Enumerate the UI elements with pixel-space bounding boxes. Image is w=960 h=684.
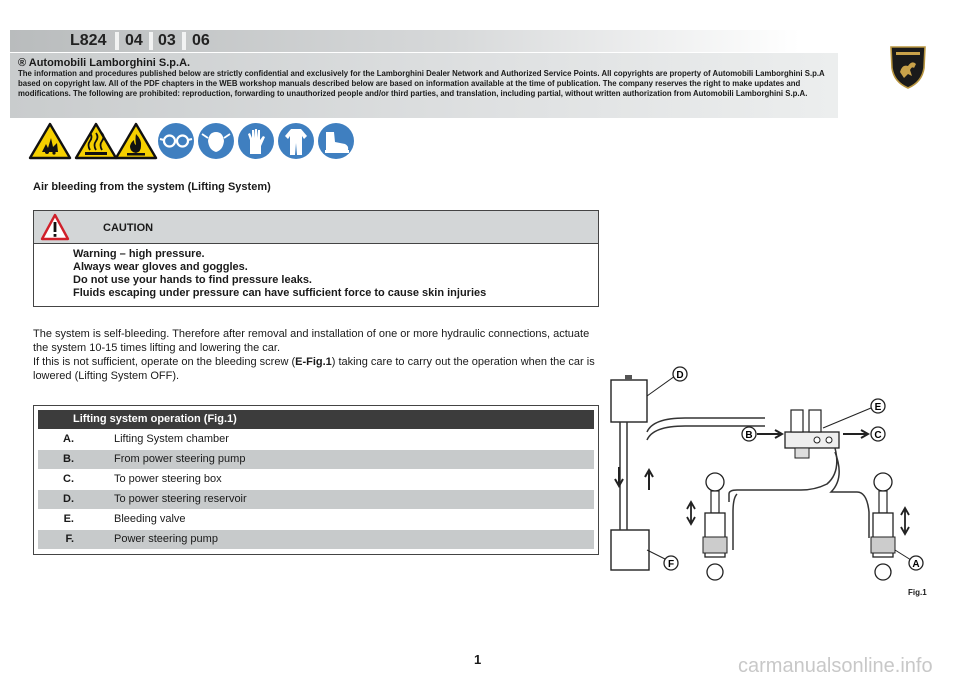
- flow-arrow-down: [615, 467, 623, 486]
- caution-header: [34, 211, 598, 244]
- caution-line: Warning – high pressure.: [73, 248, 205, 260]
- explosion-warning-icon: [28, 122, 72, 160]
- watermark: carmanualsonline.info: [738, 655, 933, 677]
- row-key: D.: [63, 493, 74, 505]
- doc-code-section: 06: [192, 32, 210, 49]
- lift-arrow: [687, 502, 695, 524]
- callout-f: [664, 556, 678, 570]
- table-row: [38, 490, 594, 509]
- hose: [733, 494, 737, 550]
- row-value: Bleeding valve: [114, 513, 186, 525]
- body-text-segment: ) taking care to carry out the operation when the car is lowered (Lifting System OFF).: [33, 356, 595, 382]
- strut-rod: [711, 491, 719, 513]
- hose: [729, 448, 837, 502]
- fire-warning-icon: [114, 122, 158, 160]
- reservoir-cap: [625, 375, 632, 380]
- inlet-arrow: [757, 430, 782, 438]
- callout-d: [673, 367, 687, 381]
- flow-arrow-up: [645, 470, 653, 490]
- caution-label: CAUTION: [103, 222, 154, 234]
- chamber-collar: [871, 537, 895, 553]
- body-paragraph: [33, 355, 601, 383]
- bleeding-screw: [814, 437, 820, 443]
- row-value: Lifting System chamber: [114, 433, 229, 445]
- callout-label: D: [676, 370, 684, 381]
- leader-line: [823, 408, 871, 428]
- body-text: [33, 327, 601, 383]
- callout-label: E: [874, 402, 882, 413]
- operation-table: [33, 405, 599, 555]
- reservoir: [611, 380, 647, 422]
- notice-title: ® Automobili Lamborghini S.p.A.: [18, 57, 191, 69]
- solenoid: [791, 410, 803, 432]
- row-key: E.: [63, 513, 74, 525]
- callout-b: [742, 427, 756, 441]
- section-title: Air bleeding from the system (Lifting System): [33, 181, 271, 193]
- table-row: [38, 450, 594, 469]
- lift-arrow: [901, 508, 909, 534]
- safety-shoes-icon: [317, 122, 355, 160]
- leader-line: [647, 376, 675, 396]
- lifting-system-diagram: [605, 362, 935, 594]
- warning-triangle-icon: [40, 213, 70, 241]
- table-row: [38, 470, 594, 489]
- code-separator: [149, 32, 153, 50]
- code-separator: [115, 32, 119, 50]
- row-key: B.: [63, 453, 74, 465]
- caution-box: [33, 210, 599, 307]
- row-key: F.: [65, 533, 74, 545]
- body-paragraph: The system is self-bleeding. Therefore after removal and installation of one or more hydraulic connections, actuate the system 10-15 times lifting and lowering the car.: [33, 328, 590, 354]
- goggles-icon: [157, 122, 195, 160]
- caution-text: [73, 248, 486, 300]
- row-key: C.: [63, 473, 74, 485]
- table-header: [38, 410, 594, 429]
- lamborghini-logo: [888, 44, 928, 90]
- callout-label: A: [912, 559, 920, 570]
- gloves-icon: [237, 122, 275, 160]
- code-separator: [182, 32, 186, 50]
- callout-a: [909, 556, 923, 570]
- callout-c: [871, 427, 885, 441]
- valve-fitting: [795, 448, 809, 458]
- row-value: To power steering reservoir: [114, 493, 247, 505]
- table-row: [38, 510, 594, 529]
- page-number: 1: [474, 652, 482, 667]
- mask-icon: [197, 122, 235, 160]
- figure-reference: E-Fig.1: [295, 356, 332, 368]
- callout-label: C: [874, 430, 882, 441]
- table-header-label: Lifting system operation (Fig.1): [73, 413, 237, 425]
- strut-mount: [875, 564, 891, 580]
- caution-line: Fluids escaping under pressure can have sufficient force to cause skin injuries: [73, 287, 487, 299]
- doc-code-group: 04: [125, 32, 143, 49]
- row-key: A.: [63, 433, 74, 445]
- callout-label: B: [745, 430, 753, 441]
- table-row: [38, 530, 594, 549]
- solenoid: [809, 410, 821, 432]
- leader-line: [647, 550, 665, 559]
- row-value: To power steering box: [114, 473, 222, 485]
- strut-rod: [879, 491, 887, 513]
- figure-caption: Fig.1: [908, 588, 927, 597]
- doc-code-subgroup: 03: [158, 32, 176, 49]
- leader-line: [895, 550, 911, 560]
- supply-line: [620, 422, 627, 530]
- strut-mount: [707, 564, 723, 580]
- strut-mount: [706, 473, 724, 491]
- table-row: [38, 430, 594, 449]
- row-value: From power steering pump: [114, 453, 246, 465]
- chamber-collar: [703, 537, 727, 553]
- caution-line: Do not use your hands to find pressure leaks.: [73, 274, 312, 286]
- callout-e: [871, 399, 885, 413]
- pump: [611, 530, 649, 570]
- port: [826, 437, 832, 443]
- row-value: Power steering pump: [114, 533, 218, 545]
- doc-code-model: L824: [70, 32, 107, 49]
- strut-mount: [874, 473, 892, 491]
- outlet-arrow: [843, 430, 868, 438]
- notice-text: The information and procedures published below are strictly confidential and exclusively for the Lamborghini Dealer Network and Authorized Service Points. All copyrights are property of Automobili Lamborghini S.p.A based on copyright law. All of the PDF chapters in the WEB workshop manuals described below are based on information available at the time of publication. The company reserves the right to make updates and modifications. The following are prohibited: reproduction, forwarding to unauthorized people and/or third parties, and translation, including partial, without written authorization from Automobili Lamborghini S.p.A.: [18, 69, 825, 98]
- callout-label: F: [667, 559, 675, 570]
- caution-line: Always wear gloves and goggles.: [73, 261, 248, 273]
- hot-surface-warning-icon: [74, 122, 118, 160]
- overalls-icon: [277, 122, 315, 160]
- body-text-segment: If this is not sufficient, operate on the bleeding screw (: [33, 356, 296, 368]
